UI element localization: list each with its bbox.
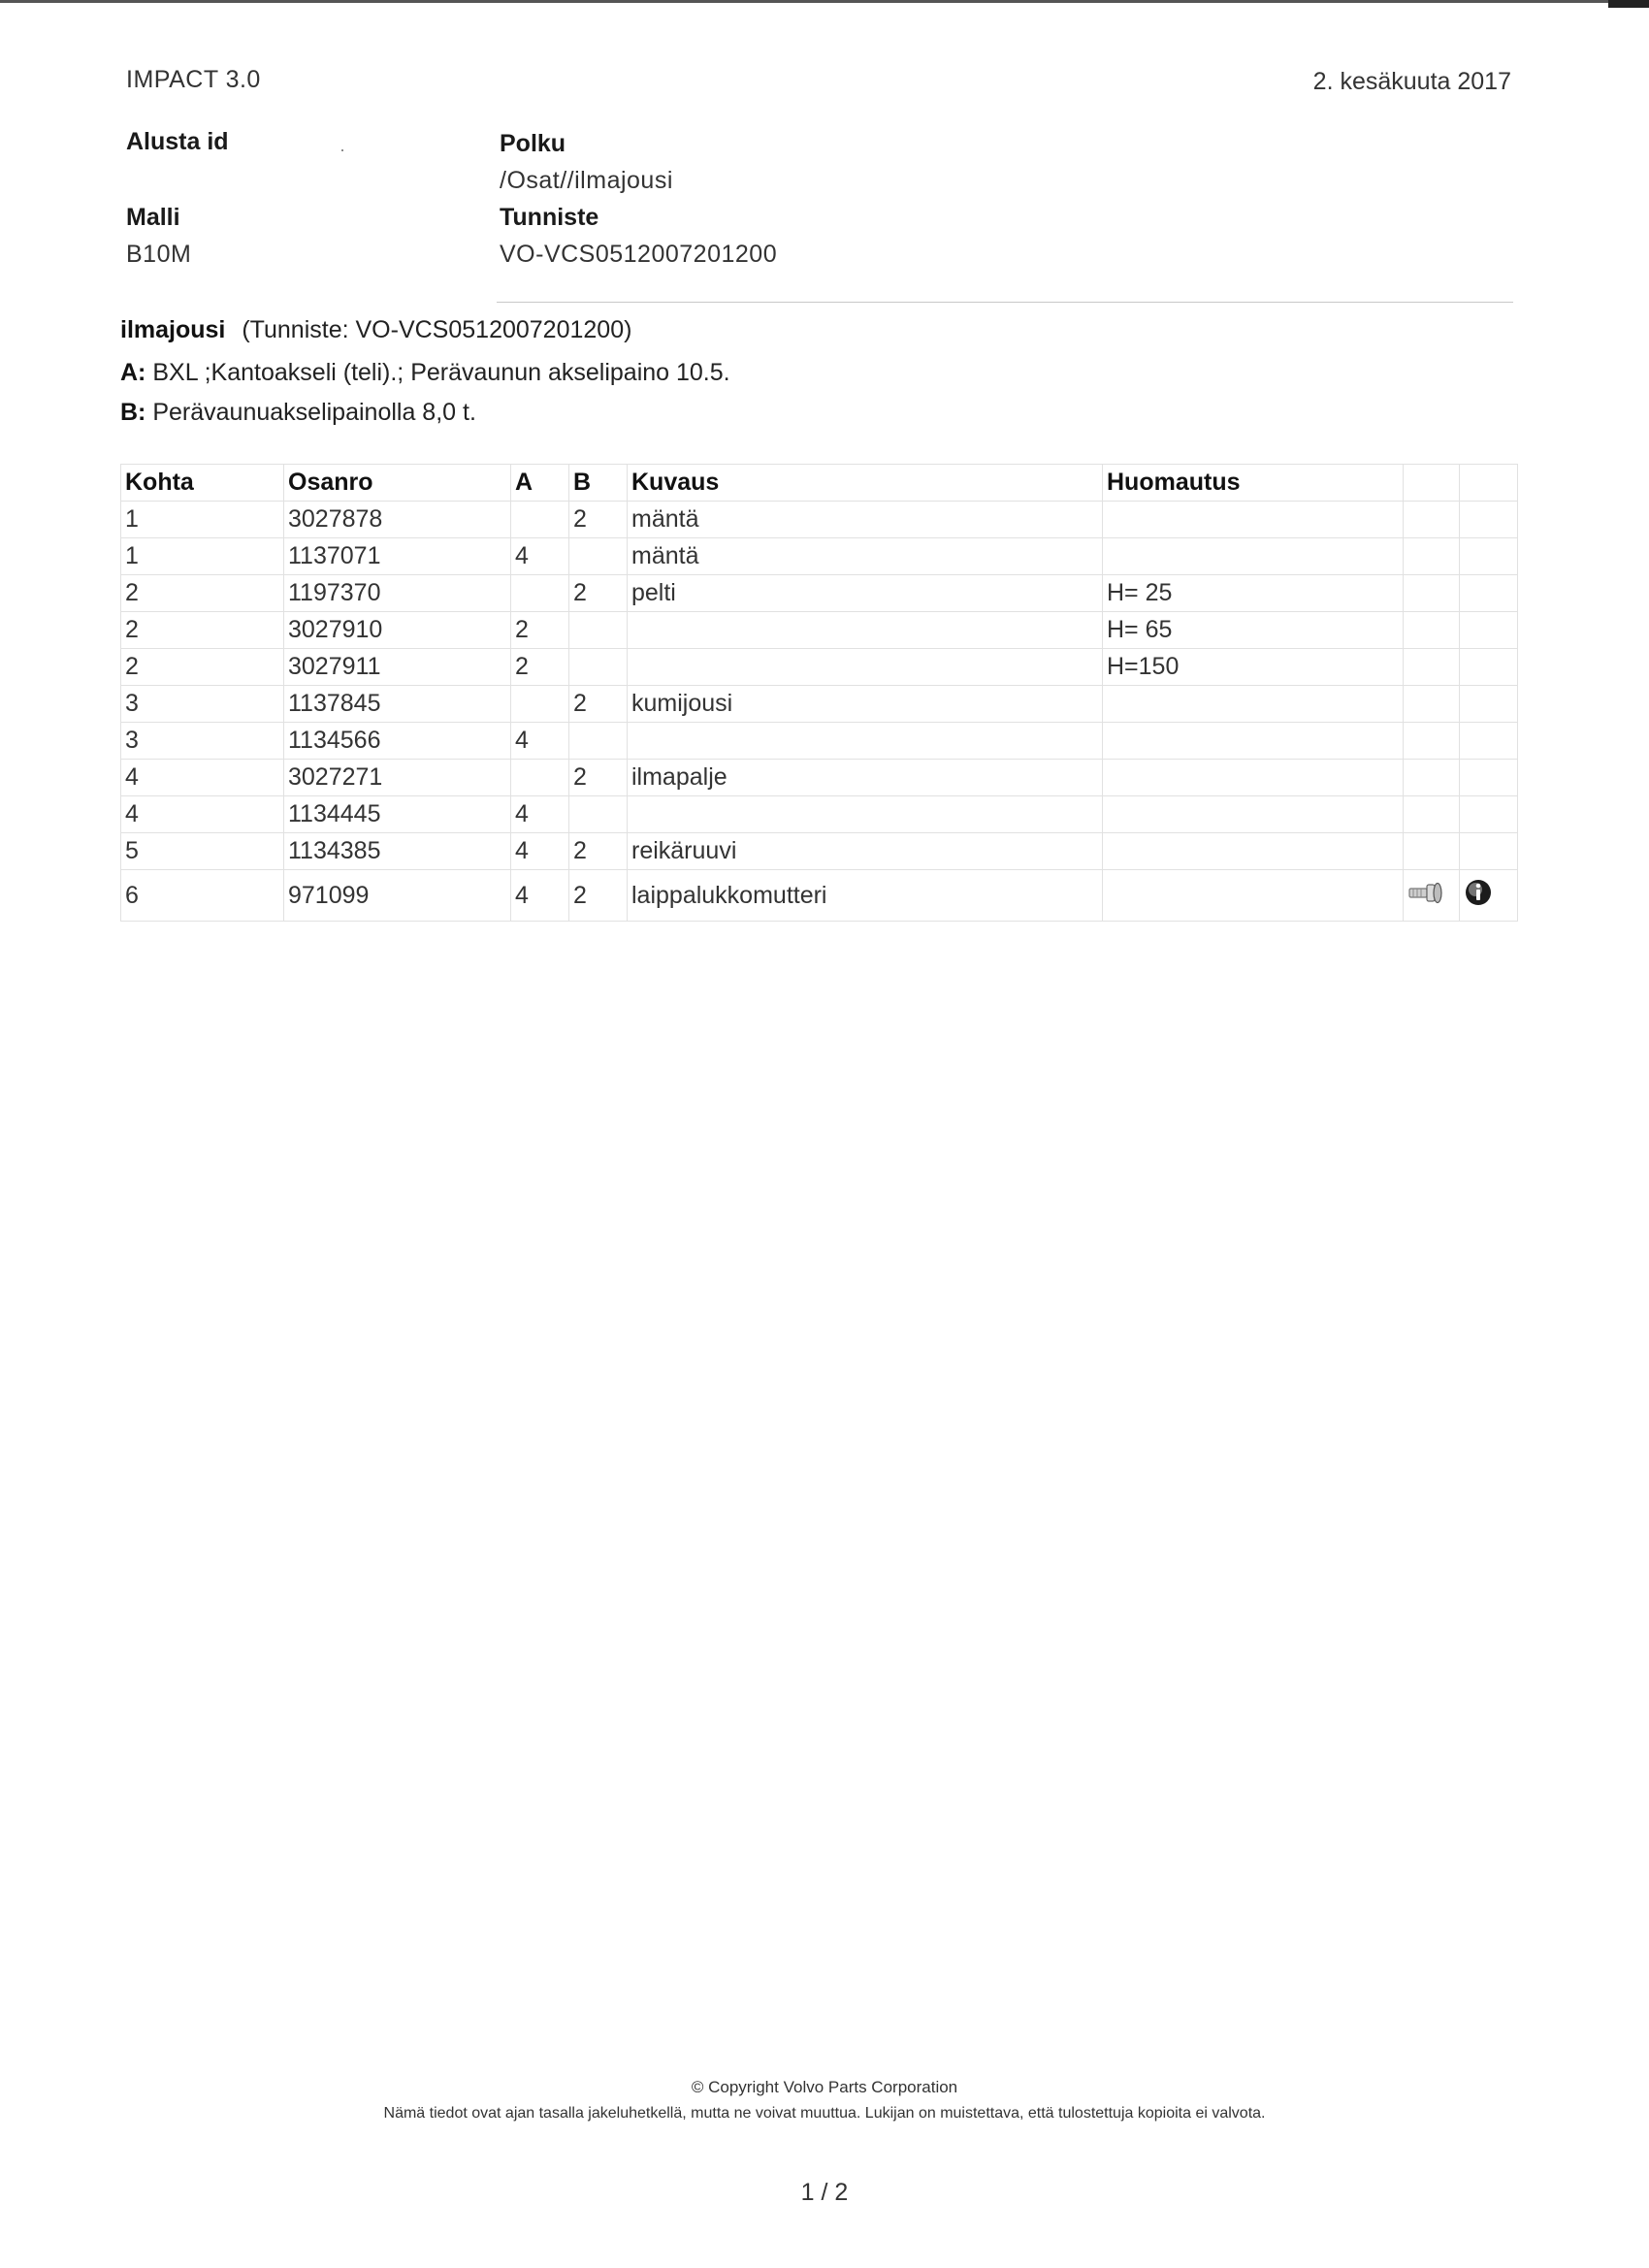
cell-osanro: 1137845: [284, 686, 511, 723]
column-header: Huomautus: [1103, 465, 1404, 502]
cell-icon: [1404, 649, 1460, 686]
cell-kuvaus: [628, 612, 1103, 649]
cell-kohta: 1: [121, 538, 284, 575]
cell-huomautus: [1103, 870, 1404, 922]
cell-a: 2: [511, 612, 569, 649]
cell-kohta: 4: [121, 796, 284, 833]
cell-kohta: 6: [121, 870, 284, 922]
alusta-id-label: Alusta id: [126, 128, 229, 155]
cell-a: 4: [511, 723, 569, 760]
section-title-line: [120, 316, 631, 344]
cell-huomautus: [1103, 686, 1404, 723]
cell-icon: [1404, 796, 1460, 833]
cell-kuvaus: ilmapalje: [628, 760, 1103, 796]
cell-huomautus: H= 65: [1103, 612, 1404, 649]
section-title: ilmajousi: [120, 316, 226, 343]
table-row: [121, 538, 1518, 575]
cell-b: 2: [569, 686, 628, 723]
header-divider: [497, 302, 1513, 303]
cell-kohta: 2: [121, 575, 284, 612]
table-row: [121, 612, 1518, 649]
cell-kohta: 2: [121, 612, 284, 649]
tunniste-value: VO-VCS0512007201200: [500, 241, 778, 268]
cell-a: 4: [511, 833, 569, 870]
variant-a-text: BXL ;Kantoakseli (teli).; Perävaunun akselipaino 10.5.: [152, 359, 730, 386]
page-number: 1 / 2: [800, 2179, 849, 2206]
cell-osanro: 3027911: [284, 649, 511, 686]
cell-huomautus: [1103, 833, 1404, 870]
cell-icon: [1404, 538, 1460, 575]
cell-a: [511, 686, 569, 723]
bolt-thumbnail-icon[interactable]: [1407, 880, 1444, 905]
cell-kuvaus: laippalukkomutteri: [628, 870, 1103, 922]
cell-icon: [1460, 723, 1518, 760]
cell-b: 2: [569, 502, 628, 538]
cell-huomautus: [1103, 538, 1404, 575]
malli-label: Malli: [126, 204, 180, 231]
app-title: IMPACT 3.0: [126, 66, 261, 93]
top-border-mark: [1608, 0, 1649, 8]
polku-label: Polku: [500, 130, 566, 157]
cell-icon: [1404, 502, 1460, 538]
cell-icon: [1460, 502, 1518, 538]
cell-icon: [1460, 686, 1518, 723]
cell-a: [511, 575, 569, 612]
parts-table: [120, 464, 1518, 922]
cell-icon: [1460, 538, 1518, 575]
cell-icon: [1460, 612, 1518, 649]
cell-b: [569, 538, 628, 575]
cell-icon: [1404, 870, 1460, 922]
table-row: [121, 796, 1518, 833]
table-row: [121, 686, 1518, 723]
copyright-notice: © Copyright Volvo Parts Corporation: [691, 2078, 958, 2096]
cell-icon: [1404, 686, 1460, 723]
table-row: [121, 760, 1518, 796]
cell-icon: [1460, 796, 1518, 833]
cell-kuvaus: reikäruuvi: [628, 833, 1103, 870]
table-row: [121, 833, 1518, 870]
cell-b: 2: [569, 833, 628, 870]
table-row: [121, 502, 1518, 538]
cell-a: 4: [511, 870, 569, 922]
cell-osanro: 3027271: [284, 760, 511, 796]
variant-b-line: [120, 399, 476, 427]
info-icon[interactable]: [1464, 878, 1493, 907]
cell-icon: [1460, 760, 1518, 796]
column-header: B: [569, 465, 628, 502]
variant-a-line: [120, 359, 730, 387]
column-header: Kuvaus: [628, 465, 1103, 502]
cell-b: 2: [569, 760, 628, 796]
cell-huomautus: H= 25: [1103, 575, 1404, 612]
cell-kuvaus: pelti: [628, 575, 1103, 612]
scan-speck: [341, 149, 343, 151]
top-border-line: [0, 0, 1649, 3]
column-header: Kohta: [121, 465, 284, 502]
variant-b-label: B:: [120, 399, 146, 426]
cell-kuvaus: [628, 723, 1103, 760]
cell-kohta: 2: [121, 649, 284, 686]
cell-icon: [1404, 612, 1460, 649]
cell-a: [511, 760, 569, 796]
cell-b: 2: [569, 575, 628, 612]
tunniste-label: Tunniste: [500, 204, 599, 231]
column-header: Osanro: [284, 465, 511, 502]
cell-huomautus: H=150: [1103, 649, 1404, 686]
table-header-row: [121, 465, 1518, 502]
cell-osanro: 971099: [284, 870, 511, 922]
malli-value: B10M: [126, 241, 192, 268]
cell-osanro: 1197370: [284, 575, 511, 612]
cell-osanro: 3027878: [284, 502, 511, 538]
cell-osanro: 1137071: [284, 538, 511, 575]
cell-b: 2: [569, 870, 628, 922]
print-date: 2. kesäkuuta 2017: [1312, 68, 1511, 95]
cell-osanro: 1134445: [284, 796, 511, 833]
cell-kuvaus: kumijousi: [628, 686, 1103, 723]
cell-a: [511, 502, 569, 538]
cell-icon: [1460, 575, 1518, 612]
table-row: [121, 649, 1518, 686]
cell-kuvaus: [628, 796, 1103, 833]
cell-icon: [1404, 833, 1460, 870]
table-row: [121, 723, 1518, 760]
cell-osanro: 1134385: [284, 833, 511, 870]
cell-b: [569, 723, 628, 760]
polku-value: /Osat//ilmajousi: [500, 167, 673, 194]
cell-icon: [1460, 649, 1518, 686]
cell-huomautus: [1103, 796, 1404, 833]
cell-kohta: 3: [121, 723, 284, 760]
variant-b-text: Perävaunuakselipainolla 8,0 t.: [152, 399, 476, 426]
icon-column-header: [1404, 465, 1460, 502]
cell-huomautus: [1103, 760, 1404, 796]
cell-a: 2: [511, 649, 569, 686]
cell-huomautus: [1103, 502, 1404, 538]
cell-kohta: 4: [121, 760, 284, 796]
column-header: A: [511, 465, 569, 502]
cell-b: [569, 649, 628, 686]
table-row: [121, 575, 1518, 612]
section-tunniste-note: (Tunniste: VO-VCS0512007201200): [242, 316, 632, 343]
cell-kuvaus: mäntä: [628, 538, 1103, 575]
cell-kohta: 3: [121, 686, 284, 723]
cell-icon: [1404, 760, 1460, 796]
cell-b: [569, 612, 628, 649]
cell-kuvaus: [628, 649, 1103, 686]
cell-icon: [1460, 833, 1518, 870]
variant-a-label: A:: [120, 359, 146, 386]
cell-osanro: 1134566: [284, 723, 511, 760]
cell-icon: [1404, 723, 1460, 760]
cell-icon: [1460, 870, 1518, 922]
cell-b: [569, 796, 628, 833]
table-row: [121, 870, 1518, 922]
cell-a: 4: [511, 796, 569, 833]
cell-kohta: 1: [121, 502, 284, 538]
cell-kuvaus: mäntä: [628, 502, 1103, 538]
cell-a: 4: [511, 538, 569, 575]
cell-icon: [1404, 575, 1460, 612]
icon-column-header: [1460, 465, 1518, 502]
cell-osanro: 3027910: [284, 612, 511, 649]
cell-kohta: 5: [121, 833, 284, 870]
cell-huomautus: [1103, 723, 1404, 760]
disclaimer-text: Nämä tiedot ovat ajan tasalla jakeluhetkellä, mutta ne voivat muuttua. Lukijan on muistettava, että tulostettuja kopioita ei valvota.: [383, 2105, 1266, 2122]
